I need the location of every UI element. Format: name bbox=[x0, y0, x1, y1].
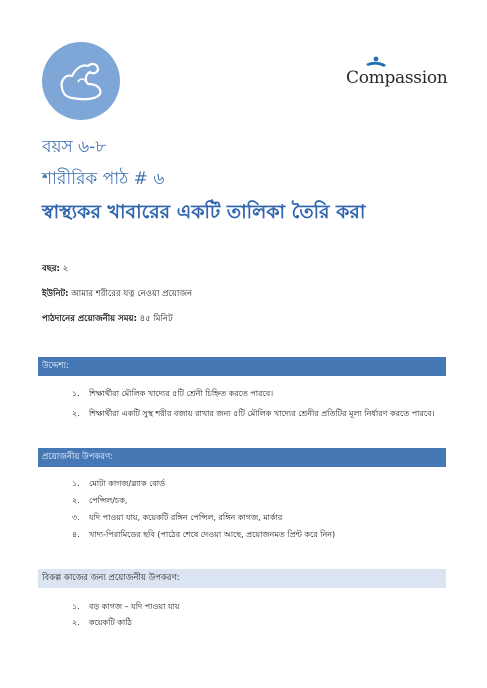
meta-year bbox=[42, 262, 68, 276]
list-text: মোটা কাগজ/ব্ল্যাক বোর্ড bbox=[89, 479, 166, 488]
list-number: ২. bbox=[72, 409, 80, 418]
materials-heading: প্রয়োজনীয় উপকরণ: bbox=[38, 448, 446, 467]
list-text: কয়েকটি কাঠি bbox=[89, 618, 132, 627]
year-value: ২ bbox=[62, 264, 69, 274]
list-text: শিক্ষার্থীরা একটি সুস্থ শরীর বজায় রাখার জন্য ৫টি মৌলিক খাদ্যের শ্রেনীর প্রতিটির মূল্য নির্ধারণ করতে পারবে। bbox=[89, 409, 435, 418]
unit-label: ইউনিট: bbox=[42, 289, 69, 299]
list-number: ১. bbox=[72, 602, 80, 611]
list-number: ১. bbox=[72, 389, 80, 398]
page-title: স্বাস্থ্যকর খাবারের একটি তালিকা তৈরি করা bbox=[42, 201, 366, 223]
list-number: ১. bbox=[72, 479, 80, 488]
alt-materials-heading: বিকল্প কাজের জন্য প্রয়োজনীয় উপকরণ: bbox=[38, 569, 446, 588]
time-value: ৪৫ মিনিট bbox=[139, 314, 173, 324]
list-text: যদি পাওয়া যায়, কয়েকটি রঙ্গিন পেন্সিল, রঙ্গিন কাগজ, মার্কার bbox=[89, 513, 283, 522]
meta-unit bbox=[42, 287, 192, 301]
list-text: বড় কাগজ – যদি পাওয়া যায় bbox=[89, 602, 180, 611]
compassion-logo bbox=[346, 56, 446, 96]
logo-text: Compassion bbox=[346, 68, 448, 88]
time-label: পাঠদানের প্রয়োজনীয় সময়: bbox=[42, 314, 137, 324]
age-heading: বয়স ৬-৮ bbox=[42, 137, 107, 157]
list-text: পেন্সিল/চক, bbox=[89, 496, 128, 505]
list-number: ৪. bbox=[72, 530, 80, 539]
list-number: ২. bbox=[72, 618, 80, 627]
objectives-heading: উদ্দেশ্য: bbox=[38, 357, 446, 376]
lesson-heading: শারীরিক পাঠ # ৬ bbox=[42, 169, 165, 189]
meta-time bbox=[42, 312, 173, 326]
unit-value: আমার শরীরের যত্ন নেওয়া প্রয়োজন bbox=[71, 289, 193, 299]
list-number: ২. bbox=[72, 496, 80, 505]
year-label: বছর: bbox=[42, 264, 60, 274]
list-number: ৩. bbox=[72, 513, 80, 522]
list-text: শিক্ষার্থীরা মৌলিক খাদ্যের ৫টি শ্রেনী চিহ্নিত করতে পারবে। bbox=[89, 389, 274, 398]
list-text: খাদ্য-পিরামিডের ছবি (পাঠের শেষে দেওয়া আছে, প্রয়োজনমত প্রিন্ট করে নিন) bbox=[89, 530, 336, 539]
flexed-arm-icon bbox=[42, 42, 120, 120]
